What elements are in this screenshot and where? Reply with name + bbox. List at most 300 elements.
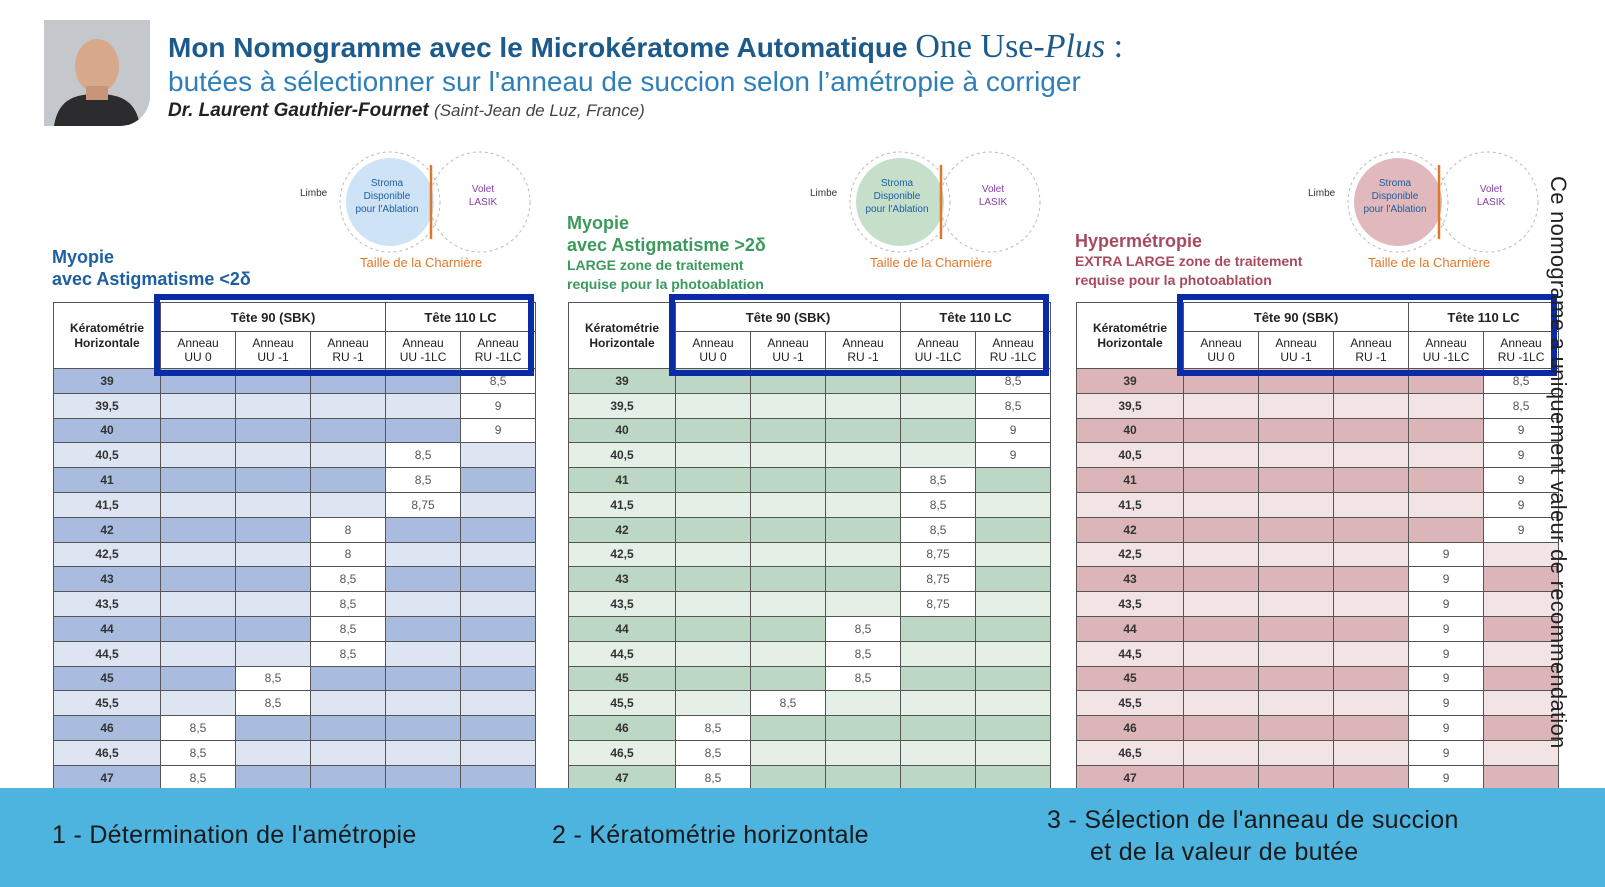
stop-value-cell: 8,5 — [826, 616, 901, 641]
stop-value-cell: 9 — [461, 393, 536, 418]
stroma-line1: Stroma — [370, 178, 404, 189]
stop-value-cell — [386, 691, 461, 716]
table-row — [54, 443, 536, 468]
stop-value-cell — [1409, 517, 1484, 542]
volet-label — [968, 183, 1018, 209]
stop-value-cell: 9 — [1484, 443, 1559, 468]
stop-value-cell — [1259, 740, 1334, 765]
keratometry-value: 45,5 — [54, 691, 161, 716]
ring-header-word: Anneau — [842, 336, 884, 350]
table-row — [1077, 468, 1559, 493]
stop-value-cell: 9 — [1409, 765, 1484, 790]
head-90-header: Tête 90 (SBK) — [676, 303, 901, 332]
stop-value-cell — [1334, 616, 1409, 641]
keratometry-value: 40,5 — [54, 443, 161, 468]
volet-label — [1466, 183, 1516, 209]
stop-value-cell — [236, 765, 311, 790]
stop-value-cell — [1334, 443, 1409, 468]
ring-code: RU -1 — [332, 350, 364, 364]
stop-value-cell: 8,5 — [311, 616, 386, 641]
stop-value-cell: 8,5 — [161, 765, 236, 790]
stop-value-cell — [976, 542, 1051, 567]
stop-value-cell — [386, 567, 461, 592]
stop-value-cell — [901, 666, 976, 691]
ametropia-title: Hypermétropie — [1075, 231, 1203, 251]
stop-value-cell — [161, 468, 236, 493]
ring-header-word: Anneau — [1500, 336, 1542, 350]
step-3-line2: et de la valeur de butée — [1090, 838, 1359, 866]
stop-value-cell — [386, 517, 461, 542]
table-row — [54, 592, 536, 617]
keratometry-value: 47 — [569, 765, 676, 790]
stop-value-cell — [236, 492, 311, 517]
limbe-label: Limbe — [810, 188, 838, 199]
keratometry-value: 42,5 — [569, 542, 676, 567]
brand-part2: Plus — [1044, 28, 1106, 65]
stop-value-cell — [386, 641, 461, 666]
table-row — [54, 666, 536, 691]
stop-value-cell — [1334, 567, 1409, 592]
stop-value-cell — [676, 468, 751, 493]
stop-value-cell — [976, 666, 1051, 691]
stop-value-cell: 8,5 — [161, 740, 236, 765]
stop-value-cell — [236, 740, 311, 765]
stop-value-cell — [161, 641, 236, 666]
keratometry-value: 47 — [54, 765, 161, 790]
stop-value-cell — [1184, 691, 1259, 716]
stop-value-cell: 8 — [311, 517, 386, 542]
stop-value-cell — [1184, 567, 1259, 592]
step-2: 2 - Kératométrie horizontale — [552, 821, 869, 849]
kerato-header-line2: Horizontale — [74, 335, 140, 350]
stop-value-cell — [1259, 492, 1334, 517]
stop-value-cell — [1334, 641, 1409, 666]
stop-value-cell: 8,5 — [311, 567, 386, 592]
keratometry-value: 43,5 — [54, 592, 161, 617]
stop-value-cell — [1184, 393, 1259, 418]
keratometry-value: 41 — [569, 468, 676, 493]
table-row — [569, 592, 1051, 617]
stop-value-cell: 8,5 — [161, 716, 236, 741]
table-row — [54, 393, 536, 418]
stop-value-cell — [311, 765, 386, 790]
stop-value-cell: 9 — [1409, 567, 1484, 592]
stop-value-cell — [1184, 492, 1259, 517]
head-90-header: Tête 90 (SBK) — [161, 303, 386, 332]
ametropia-title: Myopie — [567, 213, 630, 233]
stop-value-cell — [461, 666, 536, 691]
stop-value-cell: 9 — [461, 418, 536, 443]
stop-value-cell — [236, 418, 311, 443]
stop-value-cell — [976, 567, 1051, 592]
stop-value-cell — [1259, 393, 1334, 418]
brand-suffix: : — [1105, 28, 1124, 65]
table-row — [54, 641, 536, 666]
stop-value-cell — [461, 716, 536, 741]
stop-value-cell — [386, 765, 461, 790]
stop-value-cell — [1334, 716, 1409, 741]
keratometry-value: 40,5 — [569, 443, 676, 468]
stop-value-cell — [1259, 468, 1334, 493]
stop-value-cell — [751, 517, 826, 542]
stop-value-cell — [1334, 517, 1409, 542]
table-row — [1077, 393, 1559, 418]
table-row — [569, 393, 1051, 418]
ring-code: UU 0 — [184, 350, 212, 364]
stop-value-cell — [751, 592, 826, 617]
table-row — [569, 716, 1051, 741]
stop-value-cell — [1259, 691, 1334, 716]
stop-value-cell: 8,75 — [901, 592, 976, 617]
stop-value-cell — [1184, 517, 1259, 542]
ring-header-word: Anneau — [1200, 336, 1242, 350]
keratometry-value: 44 — [1077, 616, 1184, 641]
stop-value-cell — [751, 740, 826, 765]
stop-value-cell — [311, 492, 386, 517]
stop-value-cell — [311, 418, 386, 443]
stop-value-cell — [1184, 740, 1259, 765]
stop-value-cell — [751, 443, 826, 468]
ring-code: RU -1LC — [474, 350, 522, 364]
stop-value-cell: 9 — [1409, 691, 1484, 716]
stop-value-cell — [461, 691, 536, 716]
stop-value-cell — [676, 418, 751, 443]
keratometry-value: 40 — [1077, 418, 1184, 443]
stop-value-cell — [976, 691, 1051, 716]
flap-diagram — [300, 145, 540, 280]
volet-line2: LASIK — [1476, 197, 1506, 208]
keratometry-value: 42 — [54, 517, 161, 542]
stop-value-cell: 8,5 — [311, 592, 386, 617]
keratometry-value: 45 — [569, 666, 676, 691]
stop-value-cell — [236, 517, 311, 542]
keratometry-value: 44,5 — [569, 641, 676, 666]
ring-code: UU -1LC — [914, 350, 962, 364]
stop-value-cell — [161, 616, 236, 641]
table-row — [1077, 418, 1559, 443]
stop-value-cell — [1334, 468, 1409, 493]
zone-note-line2: requise pour la photoablation — [1075, 272, 1272, 288]
table-row — [1077, 542, 1559, 567]
stroma-line3: pour l'Ablation — [865, 204, 929, 215]
head-110-header: Tête 110 LC — [901, 303, 1051, 332]
table-row — [569, 468, 1051, 493]
step-1: 1 - Détermination de l'amétropie — [52, 821, 417, 849]
table-row — [1077, 567, 1559, 592]
table-row — [569, 418, 1051, 443]
kerato-header-line1: Kératométrie — [69, 320, 145, 335]
table-row — [54, 716, 536, 741]
stop-value-cell: 9 — [1484, 418, 1559, 443]
brand-name — [915, 28, 1123, 65]
table-row — [569, 492, 1051, 517]
stop-value-cell — [161, 592, 236, 617]
keratometry-value: 41,5 — [54, 492, 161, 517]
table-row — [569, 641, 1051, 666]
stop-value-cell — [236, 616, 311, 641]
keratometry-value: 47 — [1077, 765, 1184, 790]
stop-value-cell — [751, 418, 826, 443]
stop-value-cell — [1184, 542, 1259, 567]
kerato-header — [569, 303, 676, 369]
stop-value-cell — [676, 592, 751, 617]
stop-value-cell — [161, 418, 236, 443]
table-row — [569, 567, 1051, 592]
stop-value-cell — [676, 691, 751, 716]
stop-value-cell — [311, 691, 386, 716]
stroma-line1: Stroma — [880, 178, 914, 189]
stop-value-cell — [236, 393, 311, 418]
stop-value-cell: 8 — [311, 542, 386, 567]
stop-value-cell: 8,75 — [901, 542, 976, 567]
ametropia-label — [1075, 230, 1302, 290]
stop-value-cell — [386, 616, 461, 641]
stop-value-cell: 9 — [1484, 492, 1559, 517]
keratometry-value: 39 — [54, 369, 161, 394]
head-90-header: Tête 90 (SBK) — [1184, 303, 1409, 332]
kerato-header-line2: Horizontale — [1097, 335, 1163, 350]
stop-value-cell — [1334, 418, 1409, 443]
stop-value-cell — [676, 393, 751, 418]
ring-selection-highlight — [154, 294, 534, 376]
ring-header-word: Anneau — [767, 336, 809, 350]
stop-value-cell — [1259, 765, 1334, 790]
stop-value-cell: 9 — [1484, 468, 1559, 493]
stroma-line3: pour l'Ablation — [1363, 204, 1427, 215]
stop-value-cell — [751, 468, 826, 493]
stop-value-cell — [901, 418, 976, 443]
stop-value-cell — [1259, 542, 1334, 567]
keratometry-value: 45,5 — [569, 691, 676, 716]
stop-value-cell — [1184, 641, 1259, 666]
stroma-line2: Disponible — [1371, 191, 1419, 202]
stroma-label — [342, 177, 432, 216]
stop-value-cell — [901, 641, 976, 666]
stop-value-cell: 8,5 — [751, 691, 826, 716]
stop-value-cell — [1409, 468, 1484, 493]
ametropia-subtitle: avec Astigmatisme <2δ — [52, 269, 251, 289]
stop-value-cell — [901, 740, 976, 765]
flap-diagram — [1308, 145, 1548, 280]
table-row — [1077, 616, 1559, 641]
keratometry-value: 39 — [569, 369, 676, 394]
stop-value-cell — [311, 716, 386, 741]
stop-value-cell — [1184, 468, 1259, 493]
volet-line1: Volet — [471, 184, 495, 195]
stop-value-cell: 9 — [1409, 542, 1484, 567]
stroma-line2: Disponible — [363, 191, 411, 202]
stop-value-cell — [1184, 418, 1259, 443]
stop-value-cell — [386, 592, 461, 617]
stop-value-cell — [976, 517, 1051, 542]
charniere-caption: Taille de la Charnière — [1368, 255, 1491, 270]
ametropia-label — [52, 246, 251, 290]
table-row — [54, 468, 536, 493]
stop-value-cell — [1259, 418, 1334, 443]
stop-value-cell — [751, 641, 826, 666]
stop-value-cell: 8,5 — [976, 393, 1051, 418]
stop-value-cell — [676, 492, 751, 517]
keratometry-value: 44 — [54, 616, 161, 641]
stop-value-cell — [161, 492, 236, 517]
stop-value-cell — [826, 765, 901, 790]
keratometry-value: 46 — [1077, 716, 1184, 741]
stop-value-cell — [236, 443, 311, 468]
stop-value-cell: 8,5 — [976, 369, 1051, 394]
table-row — [1077, 691, 1559, 716]
ring-code: UU -1LC — [1422, 350, 1470, 364]
ring-selection-highlight — [669, 294, 1049, 376]
keratometry-value: 39,5 — [569, 393, 676, 418]
stop-value-cell — [1334, 740, 1409, 765]
stop-value-cell: 9 — [1409, 716, 1484, 741]
stop-value-cell — [311, 443, 386, 468]
stop-value-cell — [751, 393, 826, 418]
kerato-header-line2: Horizontale — [589, 335, 655, 350]
table-row — [1077, 592, 1559, 617]
keratometry-value: 46,5 — [569, 740, 676, 765]
keratometry-value: 43 — [54, 567, 161, 592]
volet-line2: LASIK — [468, 197, 498, 208]
keratometry-value: 43,5 — [569, 592, 676, 617]
table-row — [569, 542, 1051, 567]
stop-value-cell: 9 — [1409, 666, 1484, 691]
stop-value-cell: 8,5 — [1484, 393, 1559, 418]
keratometry-value: 42 — [569, 517, 676, 542]
stop-value-cell — [1409, 393, 1484, 418]
stop-value-cell: 8,5 — [236, 666, 311, 691]
stop-value-cell — [1184, 443, 1259, 468]
stop-value-cell — [161, 691, 236, 716]
table-row — [54, 765, 536, 790]
stop-value-cell — [236, 716, 311, 741]
ametropia-label — [567, 212, 766, 294]
stop-value-cell — [826, 542, 901, 567]
stroma-line3: pour l'Ablation — [355, 204, 419, 215]
stop-value-cell — [1484, 765, 1559, 790]
ring-code: UU 0 — [699, 350, 727, 364]
stop-value-cell — [1259, 666, 1334, 691]
stop-value-cell: 8,5 — [826, 666, 901, 691]
stop-value-cell — [311, 740, 386, 765]
stop-value-cell: 9 — [976, 443, 1051, 468]
ring-code: UU -1 — [772, 350, 804, 364]
table-row — [1077, 641, 1559, 666]
stop-value-cell: 8,5 — [901, 517, 976, 542]
stop-value-cell — [311, 666, 386, 691]
stop-value-cell — [461, 567, 536, 592]
stop-value-cell — [826, 740, 901, 765]
stop-value-cell — [826, 517, 901, 542]
keratometry-value: 41 — [54, 468, 161, 493]
stop-value-cell — [751, 666, 826, 691]
stop-value-cell — [1334, 666, 1409, 691]
keratometry-value: 45 — [54, 666, 161, 691]
keratometry-value: 43 — [1077, 567, 1184, 592]
keratometry-value: 46,5 — [1077, 740, 1184, 765]
stop-value-cell: 8,5 — [676, 740, 751, 765]
keratometry-value: 41,5 — [569, 492, 676, 517]
stop-value-cell — [901, 691, 976, 716]
head-110-header: Tête 110 LC — [1409, 303, 1559, 332]
stop-value-cell — [386, 393, 461, 418]
stop-value-cell: 8,75 — [386, 492, 461, 517]
stop-value-cell — [976, 592, 1051, 617]
table-row — [54, 567, 536, 592]
stop-value-cell — [161, 443, 236, 468]
keratometry-value: 44,5 — [54, 641, 161, 666]
footer-bar — [0, 788, 1605, 887]
stop-value-cell — [1259, 517, 1334, 542]
keratometry-value: 44,5 — [1077, 641, 1184, 666]
stop-value-cell — [826, 691, 901, 716]
ring-code: RU -1 — [1355, 350, 1387, 364]
table-row — [1077, 492, 1559, 517]
table-row — [569, 666, 1051, 691]
stop-value-cell — [826, 716, 901, 741]
keratometry-value: 43 — [569, 567, 676, 592]
author-location: (Saint-Jean de Luz, France) — [434, 101, 645, 120]
stop-value-cell — [386, 740, 461, 765]
stop-value-cell — [161, 542, 236, 567]
stop-value-cell — [676, 567, 751, 592]
stroma-label — [852, 177, 942, 216]
stop-value-cell — [461, 641, 536, 666]
stop-value-cell: 8,5 — [901, 492, 976, 517]
ring-code: UU -1 — [1280, 350, 1312, 364]
person-icon — [44, 20, 150, 126]
ring-code: RU -1LC — [1497, 350, 1545, 364]
keratometry-value: 46 — [569, 716, 676, 741]
stop-value-cell — [1409, 443, 1484, 468]
stop-value-cell — [676, 641, 751, 666]
keratometry-value: 45 — [1077, 666, 1184, 691]
author-photo — [44, 20, 150, 126]
stop-value-cell — [1334, 492, 1409, 517]
stop-value-cell — [1259, 716, 1334, 741]
stop-value-cell: 9 — [976, 418, 1051, 443]
keratometry-value: 45,5 — [1077, 691, 1184, 716]
stop-value-cell: 8,5 — [676, 716, 751, 741]
ring-code: RU -1 — [847, 350, 879, 364]
ring-header-word: Anneau — [917, 336, 959, 350]
author-name: Dr. Laurent Gauthier-Fournet — [168, 100, 429, 121]
keratometry-value: 41,5 — [1077, 492, 1184, 517]
ring-header-word: Anneau — [1275, 336, 1317, 350]
volet-line2: LASIK — [978, 197, 1008, 208]
stop-value-cell: 8,5 — [1484, 369, 1559, 394]
stop-value-cell — [826, 443, 901, 468]
stop-value-cell — [901, 716, 976, 741]
kerato-header-line1: Kératométrie — [584, 320, 660, 335]
stop-value-cell — [461, 542, 536, 567]
stop-value-cell — [676, 666, 751, 691]
ring-header-word: Anneau — [1350, 336, 1392, 350]
stop-value-cell — [1334, 592, 1409, 617]
zone-note-line2: requise pour la photoablation — [567, 276, 764, 292]
stop-value-cell — [751, 716, 826, 741]
stop-value-cell — [1334, 691, 1409, 716]
title-prefix: Mon Nomogramme avec le Microkératome Automatique — [168, 32, 908, 63]
stroma-line1: Stroma — [1378, 178, 1412, 189]
keratometry-value: 39,5 — [54, 393, 161, 418]
stop-value-cell — [236, 592, 311, 617]
page-title — [168, 28, 1123, 66]
stop-value-cell — [676, 542, 751, 567]
keratometry-value: 39 — [1077, 369, 1184, 394]
stop-value-cell — [461, 492, 536, 517]
keratometry-value: 44 — [569, 616, 676, 641]
